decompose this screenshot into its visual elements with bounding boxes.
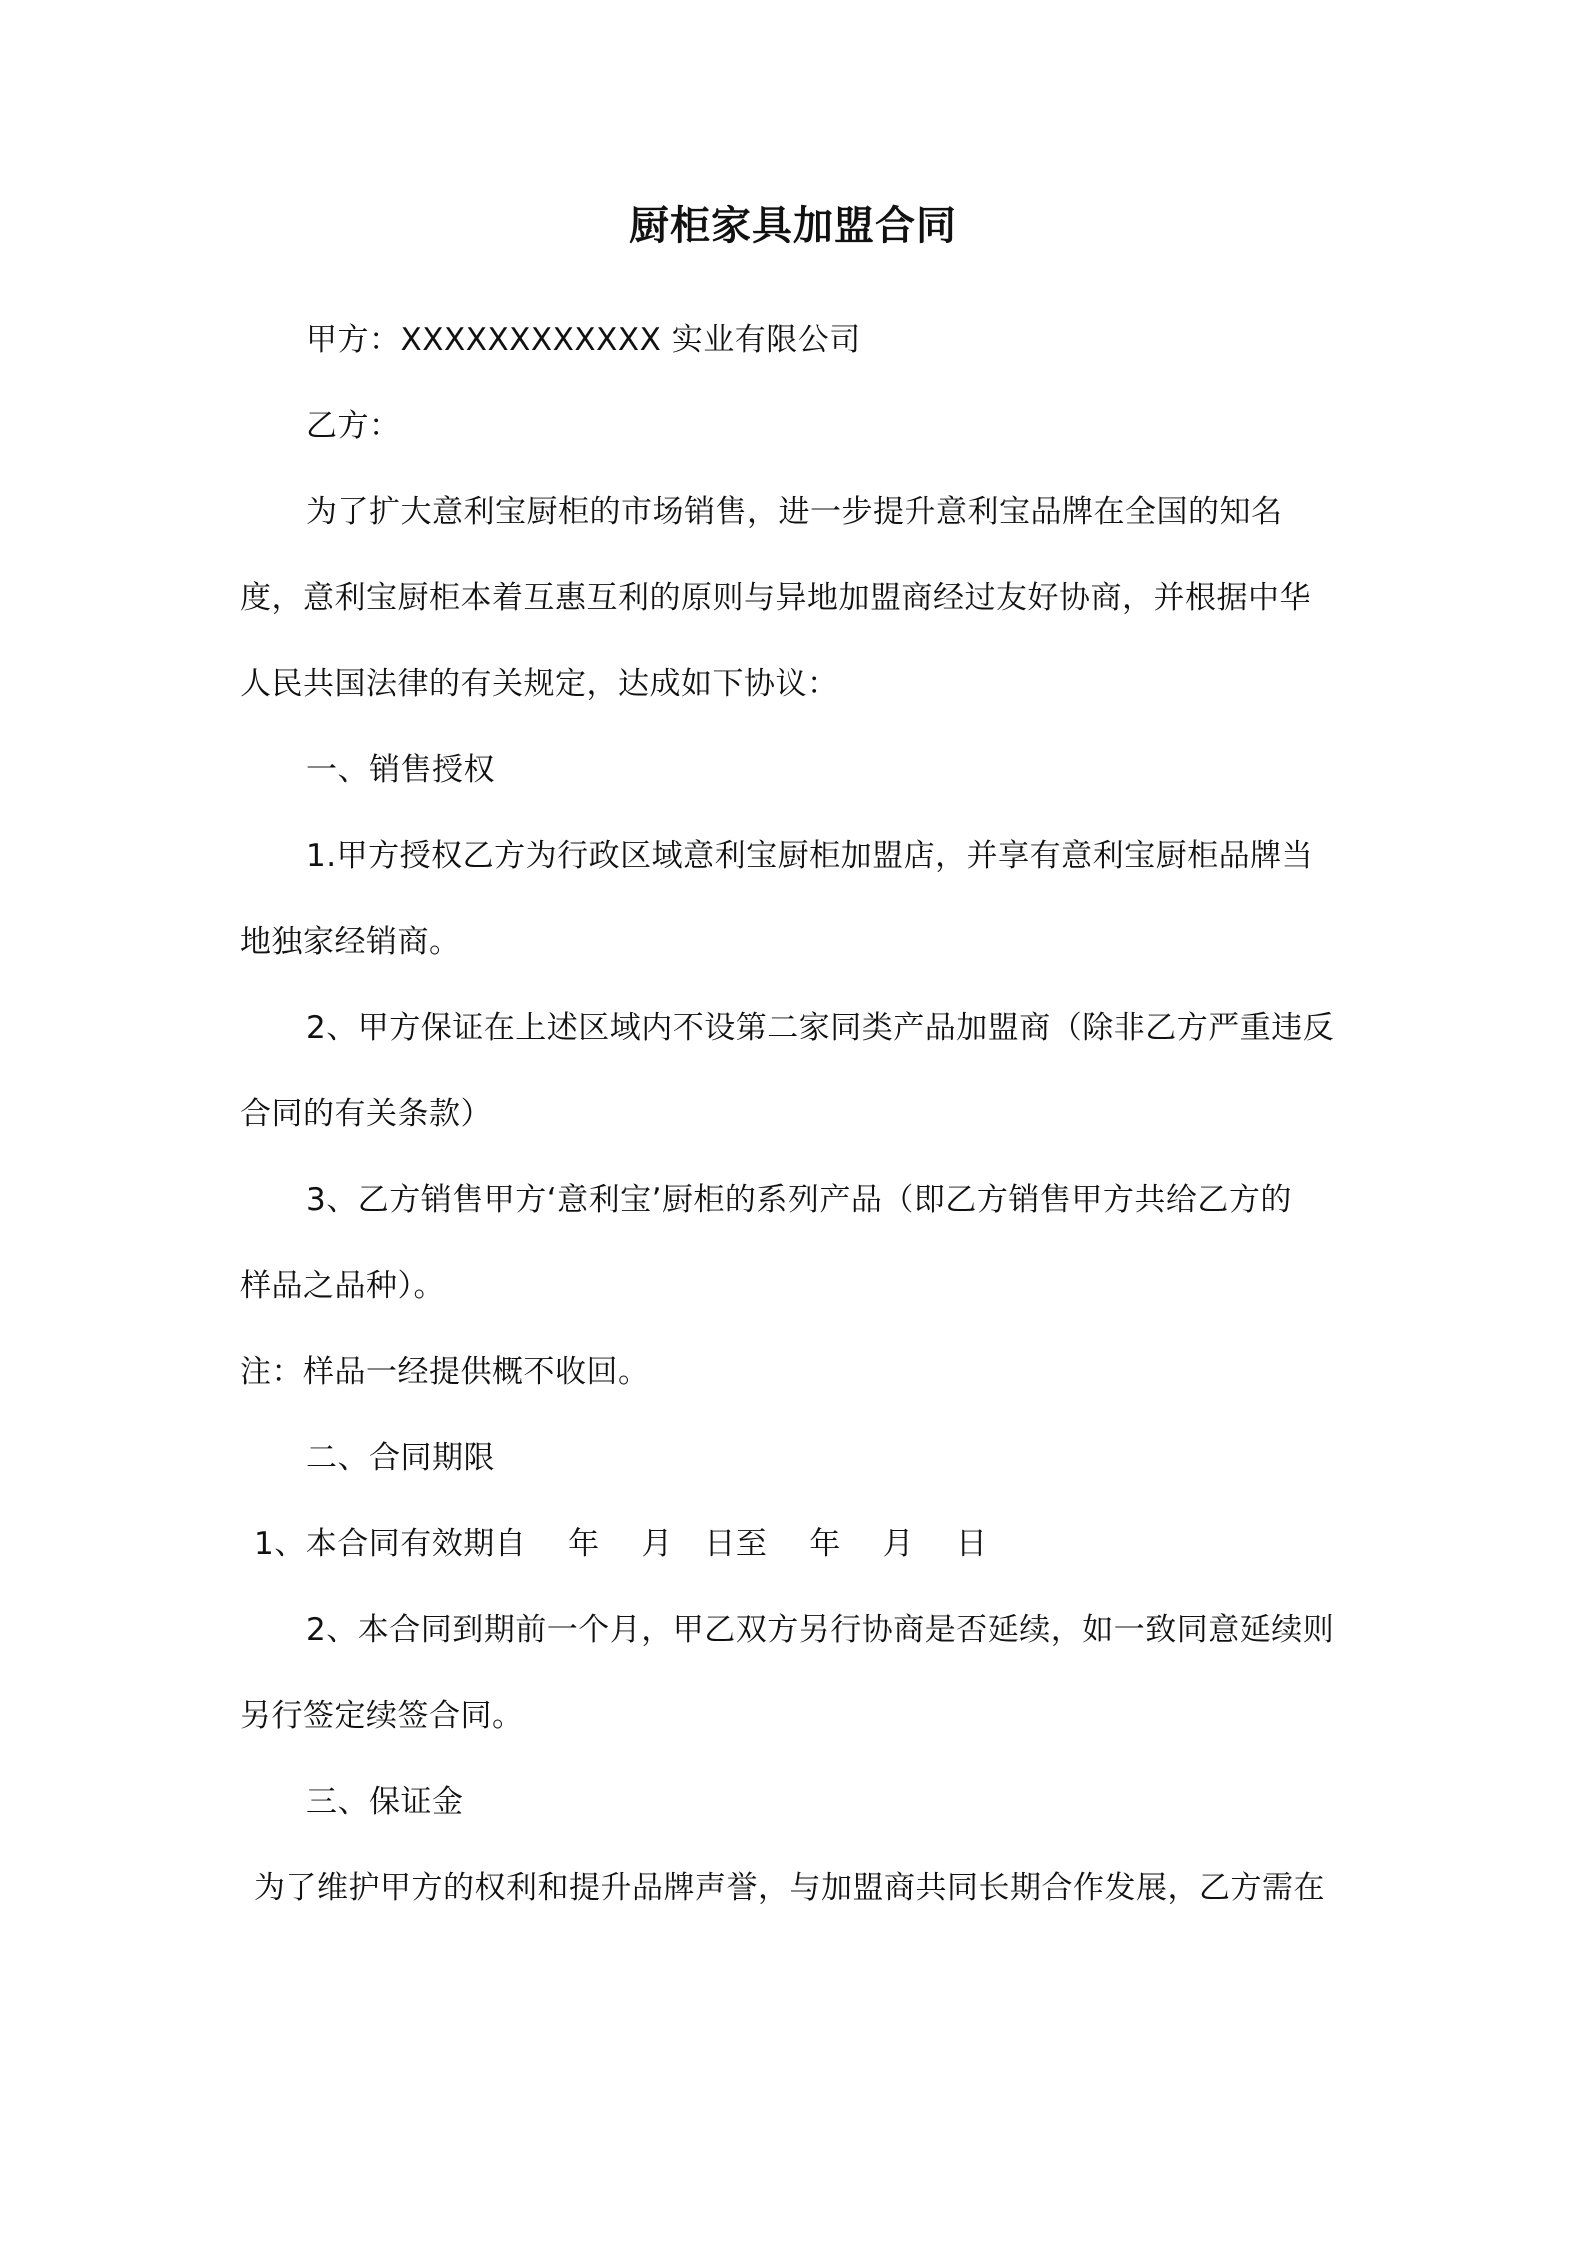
clause-3-line-1: 为了维护甲方的权利和提升品牌声誉，与加盟商共同长期合作发展，乙方需在 <box>254 1870 1325 1906</box>
section-heading-sales-authorization: 一、销售授权 <box>306 752 495 788</box>
intro-line-1: 为了扩大意利宝厨柜的市场销售，进一步提升意利宝品牌在全国的知名 <box>306 494 1283 530</box>
clause-2-2-line-1: 2、本合同到期前一个月，甲乙双方另行协商是否延续，如一致同意延续则 <box>306 1612 1335 1648</box>
clause-1-1-line-2: 地独家经销商。 <box>240 924 461 960</box>
clause-1-3-line-1: 3、乙方销售甲方‘意利宝’厨柜的系列产品（即乙方销售甲方共给乙方的 <box>306 1182 1292 1218</box>
clause-1-3-line-2: 样品之品种）。 <box>240 1268 445 1304</box>
document-title: 厨柜家具加盟合同 <box>629 203 957 249</box>
section-heading-contract-term: 二、合同期限 <box>306 1440 495 1476</box>
party-a-line: 甲方：XXXXXXXXXXXX 实业有限公司 <box>306 322 861 358</box>
clause-1-1-line-1: 1.甲方授权乙方为行政区域意利宝厨柜加盟店，并享有意利宝厨柜品牌当 <box>306 838 1314 874</box>
clause-1-2-line-2: 合同的有关条款） <box>240 1096 492 1132</box>
party-b-line: 乙方： <box>306 408 401 444</box>
note-line: 注：样品一经提供概不收回。 <box>240 1354 650 1390</box>
section-heading-deposit: 三、保证金 <box>306 1784 464 1820</box>
intro-line-3: 人民共国法律的有关规定，达成如下协议： <box>240 666 839 702</box>
clause-2-1-line: 1、本合同有效期自 年 月 日至 年 月 日 <box>254 1526 988 1562</box>
clause-1-2-line-1: 2、甲方保证在上述区域内不设第二家同类产品加盟商（除非乙方严重违反 <box>306 1010 1335 1046</box>
clause-2-2-line-2: 另行签定续签合同。 <box>240 1698 524 1734</box>
intro-line-2: 度，意利宝厨柜本着互惠互利的原则与异地加盟商经过友好协商，并根据中华 <box>240 580 1311 616</box>
